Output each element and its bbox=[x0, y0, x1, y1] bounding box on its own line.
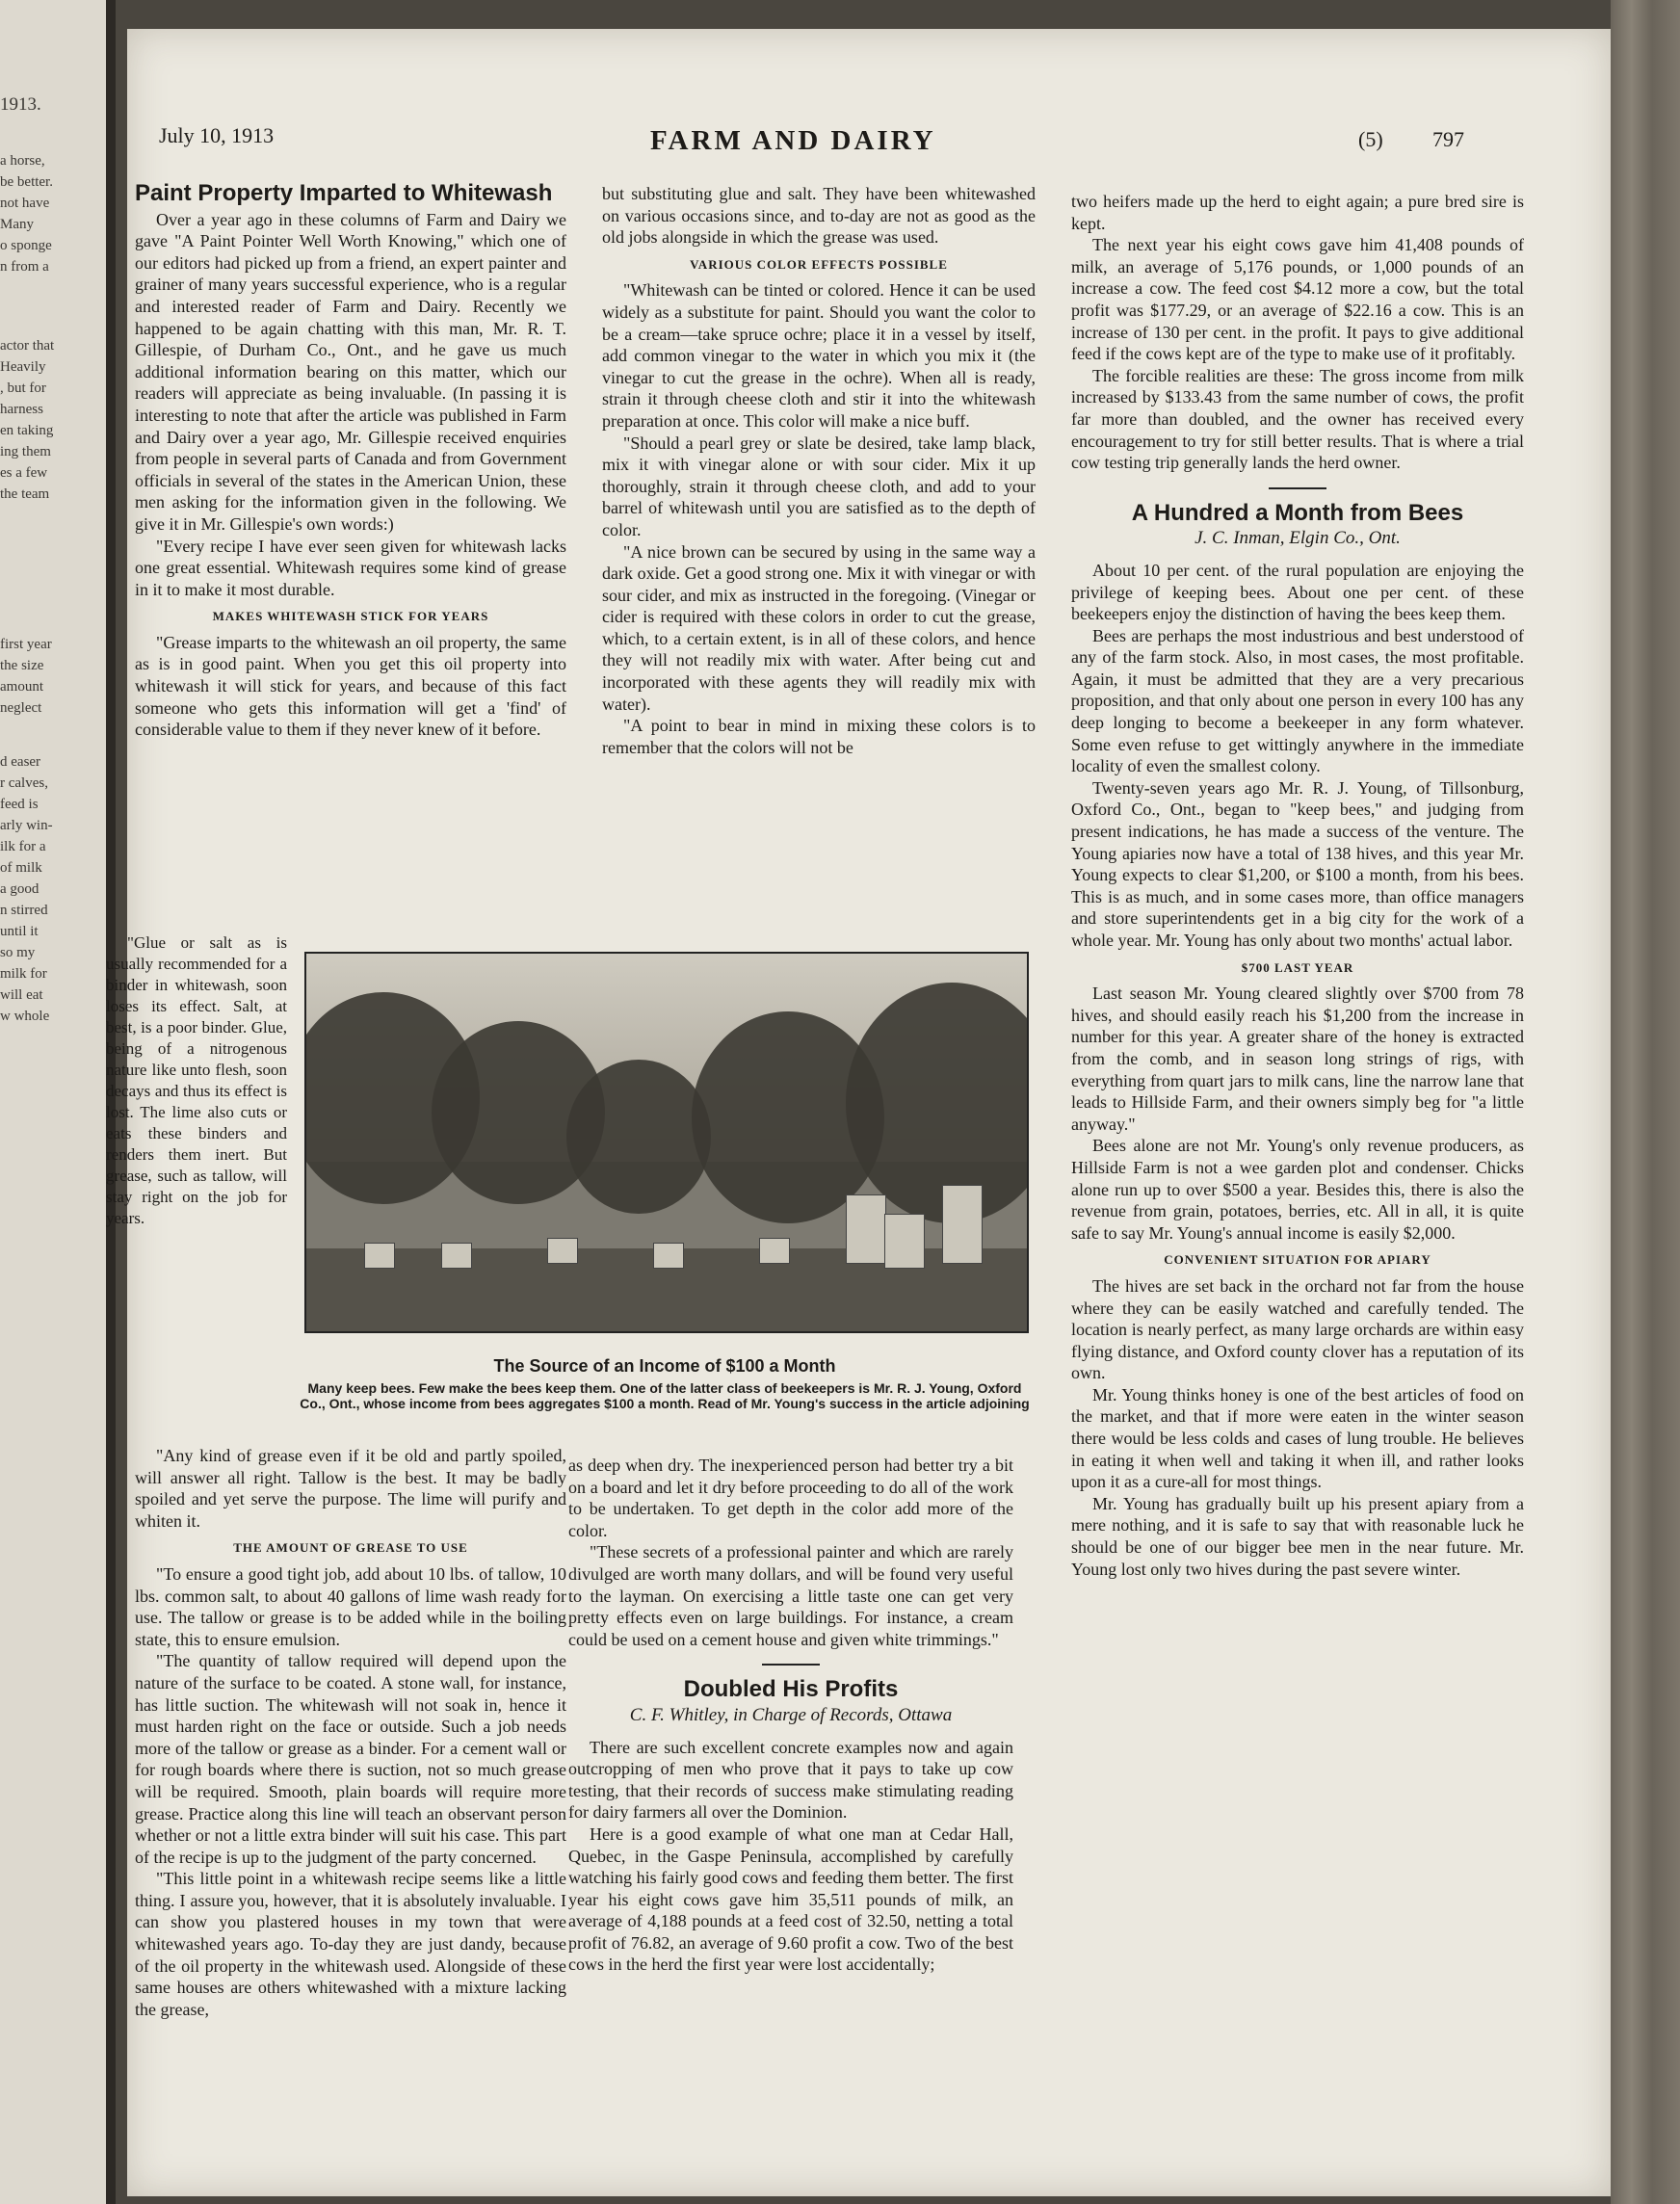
photo-tree bbox=[566, 1060, 711, 1214]
paragraph: "Every recipe I have ever seen given for whitewash lacks one great essential. Whitewash requires some kind of grease in it to make it most durable. bbox=[135, 536, 566, 599]
page-edge bbox=[1611, 0, 1680, 2204]
paragraph: The hives are set back in the orchard not far from the house where they can be easily watched and carefully tended. The location is nearly perfect, as many large orchards are within easy flying distance, and Oxford county clover has a reputation of its own. bbox=[1071, 1275, 1524, 1383]
section-page-number: (5) bbox=[1358, 127, 1383, 151]
strip-line: a horse, bbox=[0, 153, 45, 169]
paragraph: "The quantity of tallow required will depend upon the nature of the surface to be coated. A stone wall, for instance, has little suction. The whitewash will not soak in, hence it must harden right on the face or outside. Such a job needs more of the tallow or grease as a binder. For a cement wall or for rough boards where there is suction, not so much grease will be required. Smooth, plain boards will require more grease. Practice along this line will teach an observant person whether or not a little extra binder will suit his case. This part of the recipe is up to the judgment of the party concerned. bbox=[135, 1651, 566, 1867]
paragraph: as deep when dry. The inexperienced person had better try a bit on a board and let it dry before proceeding to do all of the work to be undertaken. To get depth in the color add more of the color. bbox=[568, 1456, 1013, 1540]
article-title: Paint Property Imparted to Whitewash bbox=[135, 180, 553, 206]
article-paint-narrow-column bbox=[106, 932, 287, 1229]
masthead: FARM AND DAIRY bbox=[650, 125, 936, 156]
paragraph: The next year his eight cows gave him 41,408 pounds of milk, an average of 5,176 pounds, or 1,000 pounds of an increase a cow. The feed cost $4.12 more a cow, but the total profit was $177.29, or an average of $22.16 a cow. This is an increase of 130 per cent. in the profit. It pays to give additional feed if the cows kept are of the type to make use of it profitably. bbox=[1071, 235, 1524, 364]
paragraph: Last season Mr. Young cleared slightly over $700 from 78 hives, and should easily reach his $1,200 from the increase in number for this year. A greater share of the honey is extracted from the comb, and in season long strings of rigs, with everything from quart jars to milk cans, line the narrow lane that leads to Hillside Farm, and their owners simply beg for "a little anyway." bbox=[1071, 984, 1524, 1134]
paragraph: "Grease imparts to the whitewash an oil property, the same as is in good paint. When you get this oil property into whitewash it will stick for years, and because of this fact someone who gets this information will get a 'find' of considerable value to them if they never knew of it before. bbox=[135, 632, 566, 740]
strip-line: 1913. bbox=[0, 94, 41, 115]
strip-line: d easer bbox=[0, 754, 41, 770]
paragraph: Over a year ago in these columns of Farm and Dairy we gave "A Paint Pointer Well Worth Knowing," which one of our editors had picked up from a friend, an expert painter and grainer of many years successful experience, who is a regular and interested reader of Farm and Dairy. Recently we happened to be again chatting with this man, Mr. R. T. Gillespie, of Durham Co., Ont., and he gave us much additional information bearing on this matter, which our readers will appreciate as being invaluable. (In passing it is interesting to note that after the article was published in Farm and Dairy over a year ago, Mr. Gillespie received enquiries from people in several parts of Canada and from Government officials in several of the states in the American Union, these men asking for the information given in the following. We give it in Mr. Gillespie's own words:) bbox=[135, 209, 566, 534]
strip-line: a good bbox=[0, 881, 39, 897]
photo-hive bbox=[547, 1238, 578, 1264]
strip-line: until it bbox=[0, 924, 39, 939]
strip-line: will eat bbox=[0, 987, 43, 1003]
strip-line: n stirred bbox=[0, 903, 48, 918]
paragraph: The forcible realities are these: The gross income from milk increased by $133.43 from the same number of cows, the profit far more than doubled, and the owner has received every encouragement to try for still better results. That is where a trial cow testing trip generally lands the herd owner. bbox=[1071, 365, 1524, 473]
strip-line: r calves, bbox=[0, 775, 48, 791]
paragraph: "This little point in a whitewash recipe seems like a little thing. I assure you, however, that it is absolutely invaluable. I can show you plastered houses in my town that were whitewashed years ago. To-day they are just dandy, because of the oil property in the whitewash used. Alongside of these same houses are others whitewashed with a mixture lacking the grease, bbox=[135, 1869, 566, 2019]
strip-line: first year bbox=[0, 637, 52, 652]
paragraph: "A nice brown can be secured by using in the same way a dark oxide. Get a good strong one. Mix it with vinegar or with sour cider, and mix as instructed in the foregoing. (Vinegar or cider is required with these colors in order to cut the grease, which, to a certain extent, is in all of these colors, and hence they will not readily mix with water. After being cut and incorporated with these agents they will readily mix with water). bbox=[602, 541, 1036, 714]
caption-body: Many keep bees. Few make the bees keep them. One of the latter class of beekeepers is Mr. R. J. Young, Oxford Co., Ont., whose income from bees aggregates $100 a month. Read of Mr. Young's success in the article adjoining bbox=[300, 1380, 1030, 1411]
paragraph: "Glue or salt as is usually recommended for a binder in whitewash, soon loses its effect. Salt, at best, is a poor binder. Glue, being of a nitrogenous nature like unto flesh, soon decays and thus its effect is lost. The lime also cuts or eats these binders and renders them inert. But grease, such as tallow, will stay right on the job for years. bbox=[106, 933, 287, 1227]
photo-hive bbox=[846, 1194, 886, 1264]
paragraph: Bees alone are not Mr. Young's only revenue producers, as Hillside Farm is not a wee garden plot and condenser. Chicks alone run up to over $500 a year. Besides this, there is also the revenue from grain, potatoes, berries, etc. All in all, it is quite safe to say Mr. Young's annual income is easily $2,000. bbox=[1071, 1136, 1524, 1243]
paragraph: "Whitewash can be tinted or colored. Hence it can be used widely as a substitute for paint. Should you want the color to be a cream—take spruce ochre; place it in a vessel by itself, add common vinegar to the water in which you mix it (the vinegar to cut the grease in the ochre). When all is ready, strain it through cheese cloth and stir it into the whitewash preparation at once. This color will make a nice buff. bbox=[602, 280, 1036, 431]
strip-line: neglect bbox=[0, 700, 42, 716]
strip-line: arly win- bbox=[0, 818, 53, 833]
paragraph: "Should a pearl grey or slate be desired, take lamp black, mix it with vinegar alone or with sour cider. Mix it up thoroughly, strain it through cheese cloth, and add to your barrel of whitewash until you are satisfied as to the depth of color. bbox=[602, 433, 1036, 539]
paragraph: "A point to bear in mind in mixing these colors is to remember that the colors will not be bbox=[602, 716, 1036, 757]
strip-line: so my bbox=[0, 945, 36, 960]
article-title: Doubled His Profits bbox=[683, 1676, 899, 1703]
strip-line: feed is bbox=[0, 797, 39, 812]
photo-caption bbox=[289, 1356, 1040, 1411]
caption-title: The Source of an Income of $100 a Month bbox=[493, 1356, 836, 1376]
paragraph: Twenty-seven years ago Mr. R. J. Young, of Tillsonburg, Oxford Co., Ont., began to "keep bees," and judging from present indications, he has made a success of the venture. The Young apiaries now have a total of 138 hives, and this year Mr. Young expects to clear $1,200, or $100 a month, from his bees. This is as much, and in some cases more, than office managers and store superintendents get in a big city for the work of a whole year. Mr. Young has only about two months' actual labor. bbox=[1071, 777, 1524, 950]
paragraph: Mr. Young thinks honey is one of the best articles of food on the market, and that if more were eaten in the winter season there would be less colds and cases of lung trouble. He believes in eating it when well and taking it when ill, and rather looks upon it as a cure-all for most things. bbox=[1071, 1384, 1524, 1492]
strip-line: o sponge bbox=[0, 238, 52, 253]
article-column-2-lower bbox=[568, 1455, 1013, 1976]
article-paint-column-1-lower bbox=[135, 1445, 566, 2020]
strip-line: the size bbox=[0, 658, 44, 673]
paragraph: Here is a good example of what one man at Cedar Hall, Quebec, in the Gaspe Peninsula, accomplished by carefully watching his fairly good cows and feeding them better. The first year his eight cows gave him 35,511 pounds of milk, an average of 4,188 pounds at a feed cost of 32.50, netting a total profit of 76.82, an average of 9.60 profit a cow. Two of the best cows in the herd the first year were lost accidentally; bbox=[568, 1824, 1013, 1975]
strip-line: not have bbox=[0, 196, 50, 211]
strip-line: ing them bbox=[0, 444, 51, 459]
byline: C. F. Whitley, in Charge of Records, Ottawa bbox=[629, 1704, 953, 1725]
strip-line: ilk for a bbox=[0, 839, 46, 854]
paragraph: "These secrets of a professional painter and which are rarely divulged are worth many dollars, and will be found very useful to the layman. On exercising a little taste one can get very pretty effects even on large buildings. For instance, a cream could be used on a cement house and given white trimmings." bbox=[568, 1542, 1013, 1649]
divider-rule bbox=[762, 1664, 820, 1666]
photo-hive bbox=[942, 1185, 983, 1264]
adjacent-page-strip bbox=[0, 0, 116, 2204]
paragraph: Bees are perhaps the most industrious and best understood of any of the farm stock. Also, in most cases, the most profitable. Again, it must be admitted that they are a very precarious proposition, and that only about one person in every 100 has any deep longing to become a beekeeper in any form whatever. Some even refuse to get wittingly anywhere in the immediate locality of even the smallest colony. bbox=[1071, 625, 1524, 776]
page-header bbox=[159, 123, 1508, 162]
strip-line: amount bbox=[0, 679, 43, 695]
strip-line: be better. bbox=[0, 174, 53, 190]
apiary-photo bbox=[304, 952, 1029, 1333]
divider-rule bbox=[1269, 487, 1326, 489]
issue-date: July 10, 1913 bbox=[159, 123, 275, 147]
paragraph: two heifers made up the herd to eight again; a pure bred sire is kept. bbox=[1071, 192, 1524, 233]
paragraph: but substituting glue and salt. They have been whitewashed on various occasions since, and to-day are not as good as the old jobs alongside in which the grease was used. bbox=[602, 184, 1036, 248]
subheading: $700 LAST YEAR bbox=[1241, 959, 1354, 975]
paragraph: Mr. Young has gradually built up his present apiary from a mere nothing, and it is safe to say that with reasonable luck he should be one of our bigger bee men in the near future. Mr. Young lost only two hives during the past severe winter. bbox=[1071, 1493, 1524, 1579]
strip-line: , but for bbox=[0, 380, 46, 396]
strip-line: Many bbox=[0, 217, 34, 232]
strip-line: Heavily bbox=[0, 359, 46, 375]
page-number: 797 bbox=[1432, 127, 1464, 151]
strip-line: en taking bbox=[0, 423, 54, 438]
article-paint-column-2 bbox=[602, 183, 1036, 758]
article-column-3 bbox=[1071, 191, 1524, 1580]
subheading: THE AMOUNT OF GREASE TO USE bbox=[233, 1540, 468, 1556]
photo-hive bbox=[441, 1243, 472, 1269]
photo-hive bbox=[759, 1238, 790, 1264]
paragraph: About 10 per cent. of the rural population are enjoying the privilege of keeping bees. About one per cent. of these beekeepers enjoy the distinction of having the bees keep them. bbox=[1071, 560, 1524, 624]
subheading: MAKES WHITEWASH STICK FOR YEARS bbox=[212, 609, 489, 624]
strip-line: milk for bbox=[0, 966, 47, 982]
photo-hive bbox=[364, 1243, 395, 1269]
strip-line: w whole bbox=[0, 1009, 50, 1024]
subheading: CONVENIENT SITUATION FOR APIARY bbox=[1164, 1252, 1431, 1268]
article-title: A Hundred a Month from Bees bbox=[1131, 499, 1464, 526]
strip-line: n from a bbox=[0, 259, 49, 275]
strip-line: of milk bbox=[0, 860, 42, 876]
strip-line: the team bbox=[0, 486, 50, 502]
byline: J. C. Inman, Elgin Co., Ont. bbox=[1194, 528, 1401, 549]
strip-line: es a few bbox=[0, 465, 48, 481]
article-paint-column-1 bbox=[135, 180, 566, 741]
paragraph: There are such excellent concrete examples now and again outcropping of men who prove that it pays to take up cow testing, that their records of success make stimulating reading for dairy farmers all over the Dominion. bbox=[568, 1737, 1013, 1823]
paragraph: "To ensure a good tight job, add about 10 lbs. of tallow, 10 lbs. common salt, to about 40 gallons of lime wash ready for use. The tallow or grease is to be added while in the boiling state, this to ensure emulsion. bbox=[135, 1563, 566, 1649]
subheading: VARIOUS COLOR EFFECTS POSSIBLE bbox=[690, 256, 948, 272]
strip-line: harness bbox=[0, 402, 43, 417]
photo-hive bbox=[653, 1243, 684, 1269]
strip-line: actor that bbox=[0, 338, 55, 354]
photo-hive bbox=[884, 1214, 925, 1269]
paragraph: "Any kind of grease even if it be old and partly spoiled, will answer all right. Tallow is the best. It may be badly spoiled and yet serve the purpose. The lime will purify and whiten it. bbox=[135, 1446, 566, 1531]
